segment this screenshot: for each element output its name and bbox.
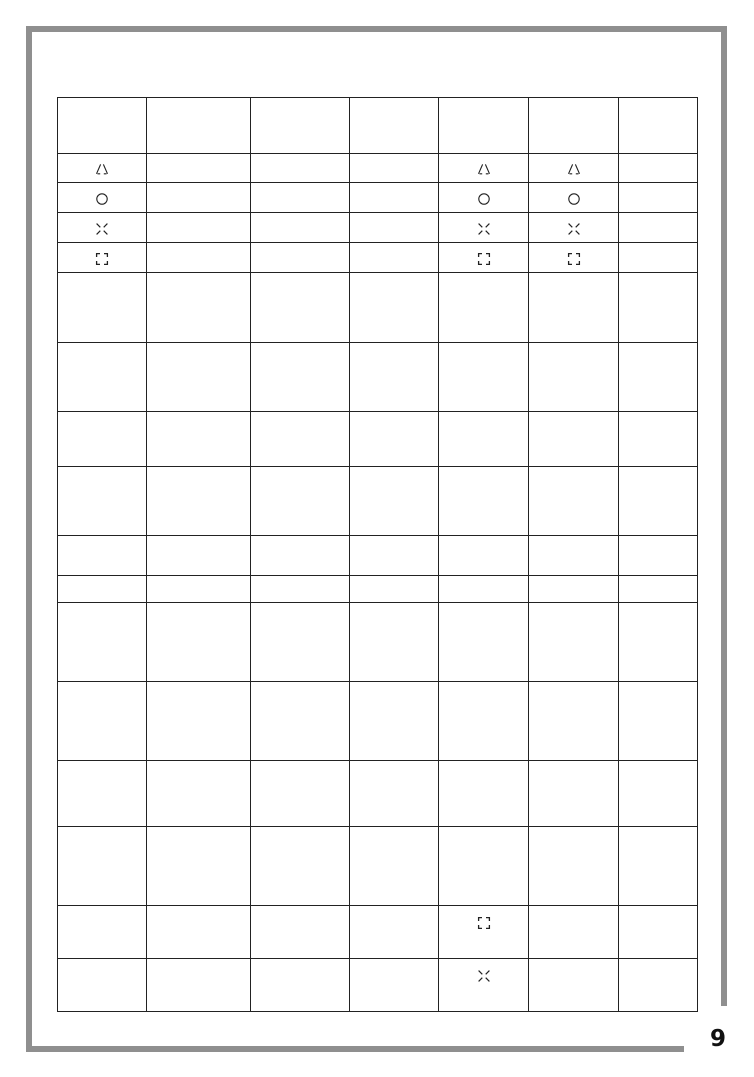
table-cell <box>529 412 619 467</box>
table-cell <box>147 682 251 761</box>
table-row <box>58 906 698 959</box>
table-cell <box>350 959 439 1012</box>
table-cell <box>529 959 619 1012</box>
table-cell <box>58 343 147 412</box>
table-cell <box>147 467 251 536</box>
table-row <box>58 343 698 412</box>
table-row <box>58 959 698 1012</box>
table-cell <box>439 243 529 273</box>
table-cell <box>529 536 619 576</box>
table-cell <box>619 536 698 576</box>
table-cell <box>529 273 619 343</box>
circle-icon <box>477 192 491 206</box>
table-cell <box>619 243 698 273</box>
table-cell <box>350 213 439 243</box>
table-cell <box>251 213 350 243</box>
table-row <box>58 603 698 682</box>
table-cell <box>251 682 350 761</box>
table-cell <box>58 959 147 1012</box>
table-cell <box>529 603 619 682</box>
triangle-icon <box>477 162 491 176</box>
table-cell <box>529 467 619 536</box>
table-cell <box>619 576 698 603</box>
table-cell <box>439 827 529 906</box>
table-cell <box>251 536 350 576</box>
table-cell <box>350 243 439 273</box>
table-cell <box>529 213 619 243</box>
table-cell <box>251 959 350 1012</box>
table-cell <box>58 682 147 761</box>
table-cell <box>439 576 529 603</box>
cross-icon <box>477 969 491 983</box>
table-cell <box>439 412 529 467</box>
table-cell <box>529 827 619 906</box>
table-cell <box>58 243 147 273</box>
table-cell <box>58 98 147 154</box>
table-cell <box>147 761 251 827</box>
table-cell <box>529 154 619 183</box>
table-cell <box>251 467 350 536</box>
square-icon <box>95 252 109 266</box>
table-cell <box>58 827 147 906</box>
table-cell <box>439 761 529 827</box>
table-row <box>58 154 698 183</box>
table-cell <box>147 243 251 273</box>
table-cell <box>147 536 251 576</box>
table-cell <box>439 536 529 576</box>
table-cell <box>350 682 439 761</box>
table-row <box>58 467 698 536</box>
table-cell <box>147 343 251 412</box>
table-cell <box>58 154 147 183</box>
page-number: 9 <box>709 1026 726 1052</box>
circle-icon <box>567 192 581 206</box>
table-cell <box>529 761 619 827</box>
table-row <box>58 98 698 154</box>
table-cell <box>58 273 147 343</box>
table-cell <box>439 273 529 343</box>
table-row <box>58 576 698 603</box>
table-cell <box>529 576 619 603</box>
table-cell <box>251 273 350 343</box>
table-cell <box>619 467 698 536</box>
table-cell <box>350 761 439 827</box>
table-cell <box>58 536 147 576</box>
data-table <box>57 97 698 1012</box>
table-cell <box>58 603 147 682</box>
table-cell <box>147 827 251 906</box>
table-cell <box>58 906 147 959</box>
table-cell <box>147 183 251 213</box>
table-cell <box>350 412 439 467</box>
table-cell <box>619 761 698 827</box>
table-cell <box>147 412 251 467</box>
page-frame-bottom <box>26 1046 684 1052</box>
table-cell <box>619 98 698 154</box>
table-cell <box>251 761 350 827</box>
table-cell <box>439 213 529 243</box>
table-cell <box>58 576 147 603</box>
table-cell <box>350 603 439 682</box>
table-cell <box>619 183 698 213</box>
table-cell <box>529 343 619 412</box>
square-icon <box>477 252 491 266</box>
table-cell <box>619 273 698 343</box>
table-cell <box>439 154 529 183</box>
table-cell <box>58 467 147 536</box>
square-icon <box>567 252 581 266</box>
table-cell <box>439 959 529 1012</box>
circle-icon <box>95 192 109 206</box>
table-row <box>58 536 698 576</box>
table-row <box>58 827 698 906</box>
table-row <box>58 213 698 243</box>
table-row <box>58 273 698 343</box>
table-cell <box>147 576 251 603</box>
triangle-icon <box>567 162 581 176</box>
table-cell <box>58 412 147 467</box>
square-icon <box>477 916 491 930</box>
table-cell <box>147 959 251 1012</box>
table-cell <box>619 603 698 682</box>
table-cell <box>350 827 439 906</box>
table-cell <box>439 906 529 959</box>
table-cell <box>529 183 619 213</box>
table-cell <box>350 98 439 154</box>
table-cell <box>251 343 350 412</box>
table-cell <box>251 183 350 213</box>
table-row <box>58 761 698 827</box>
table-cell <box>251 412 350 467</box>
table-cell <box>350 273 439 343</box>
table-cell <box>529 906 619 959</box>
table-cell <box>619 412 698 467</box>
page-frame-top <box>26 26 727 32</box>
page-frame-left <box>26 26 32 1052</box>
table-cell <box>619 343 698 412</box>
table-cell <box>439 343 529 412</box>
table-cell <box>147 273 251 343</box>
table-cell <box>350 576 439 603</box>
table-cell <box>251 906 350 959</box>
table-cell <box>147 98 251 154</box>
table-cell <box>619 154 698 183</box>
table-cell <box>350 183 439 213</box>
table-cell <box>439 467 529 536</box>
table-cell <box>350 906 439 959</box>
table-cell <box>529 243 619 273</box>
table-cell <box>350 467 439 536</box>
table-cell <box>619 213 698 243</box>
table-cell <box>58 761 147 827</box>
table-cell <box>529 98 619 154</box>
table-cell <box>251 243 350 273</box>
table-cell <box>350 343 439 412</box>
table-cell <box>251 603 350 682</box>
table-cell <box>251 154 350 183</box>
table-cell <box>251 576 350 603</box>
table-cell <box>350 154 439 183</box>
table-cell <box>439 603 529 682</box>
table-cell <box>439 682 529 761</box>
table-cell <box>439 98 529 154</box>
cross-icon <box>567 222 581 236</box>
table-cell <box>619 906 698 959</box>
table-cell <box>147 154 251 183</box>
table-row <box>58 243 698 273</box>
table-cell <box>147 603 251 682</box>
table-cell <box>439 183 529 213</box>
table-cell <box>251 827 350 906</box>
table-row <box>58 412 698 467</box>
table-cell <box>619 827 698 906</box>
table-cell <box>619 682 698 761</box>
table-cell <box>619 959 698 1012</box>
table-cell <box>58 183 147 213</box>
table-cell <box>529 682 619 761</box>
table-cell <box>147 906 251 959</box>
table-cell <box>251 98 350 154</box>
table-cell <box>147 213 251 243</box>
table-cell <box>350 536 439 576</box>
cross-icon <box>477 222 491 236</box>
triangle-icon <box>95 162 109 176</box>
table-row <box>58 183 698 213</box>
cross-icon <box>95 222 109 236</box>
table-cell <box>58 213 147 243</box>
table-row <box>58 682 698 761</box>
page-frame-right <box>721 26 727 1006</box>
